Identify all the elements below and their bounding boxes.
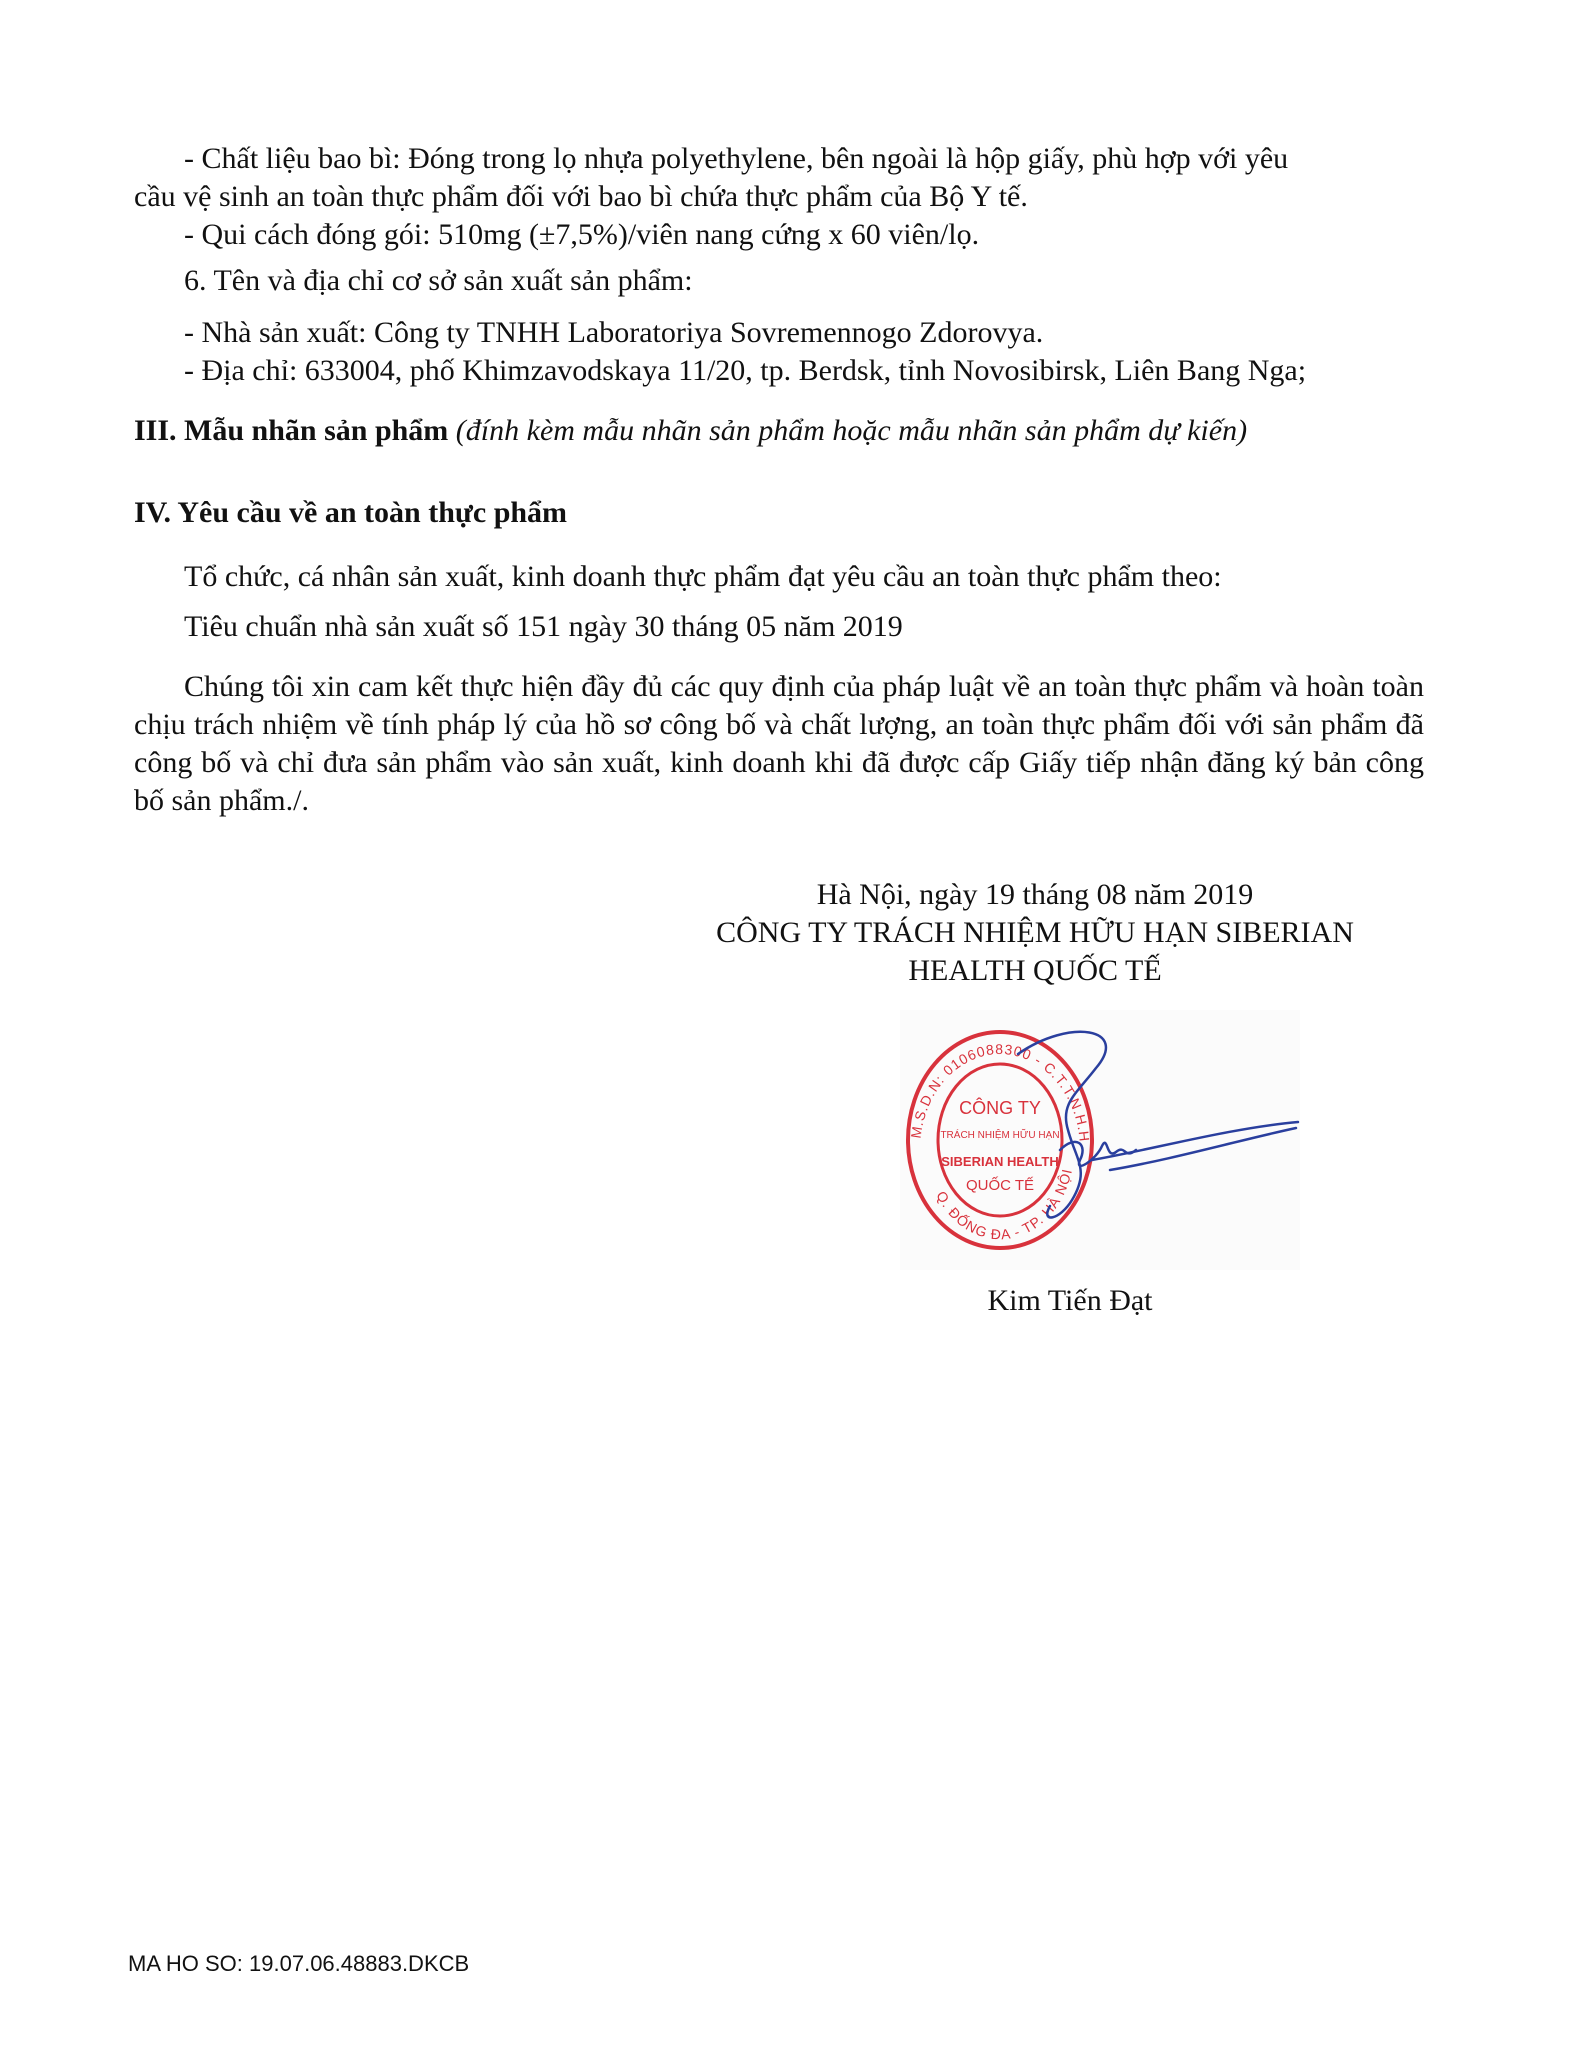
section-4-intro: Tổ chức, cá nhân sản xuất, kinh doanh thực phẩm đạt yêu cầu an toàn thực phẩm theo: — [184, 560, 1222, 593]
seal-center-line-2: TRÁCH NHIỆM HỮU HẠN — [940, 1130, 1060, 1141]
section-4-intro-block — [134, 558, 1424, 596]
packaging-spec: - Qui cách đóng gói: 510mg (±7,5%)/viên nang cứng x 60 viên/lọ. — [184, 218, 980, 251]
item-6-title: 6. Tên và địa chỉ cơ sở sản xuất sản phẩm: — [184, 264, 693, 297]
item-6 — [134, 262, 1424, 300]
packaging-material-line-2: cầu vệ sinh an toàn thực phẩm đối với bao bì chứa thực phẩm của Bộ Y tế. — [134, 180, 1028, 213]
section-3-note: (đính kèm mẫu nhãn sản phẩm hoặc mẫu nhãn sản phẩm dự kiến) — [455, 414, 1248, 447]
signature-header — [640, 876, 1430, 990]
commitment-paragraph: Chúng tôi xin cam kết thực hiện đầy đủ các quy định của pháp luật về an toàn thực phẩm và hoàn toàn chịu trách nhiệm về tính pháp lý của hồ sơ công bố và chất lượng, an toàn thực phẩm đối với sản phẩm đã công bố và chỉ đưa sản phẩm vào sản xuất, kinh doanh khi đã được cấp Giấy tiếp nhận đăng ký bản công bố sản phẩm./. — [134, 670, 1424, 817]
manufacturer-block — [134, 314, 1424, 390]
seal-graphic — [900, 1010, 1300, 1270]
company-seal-with-signature — [900, 1010, 1300, 1270]
signer-name: Kim Tiến Đạt — [987, 1284, 1153, 1317]
manufacturer-line: - Nhà sản xuất: Công ty TNHH Laboratoriya Sovremennogo Zdorovya. — [184, 316, 1044, 349]
seal-center-line-3: SIBERIAN HEALTH — [941, 1154, 1059, 1169]
section-3-heading — [134, 412, 1247, 450]
section-4-standard-block — [134, 608, 1424, 646]
seal-ring-bottom: Q. ĐỐNG ĐA - TP. HÀ NỘI — [933, 1166, 1076, 1243]
seal-ring-top: M.S.D.N: 0106088300 - C.T.T.N.H.H — [907, 1040, 1093, 1143]
seal-center-line-1: CÔNG TY — [959, 1098, 1041, 1118]
dossier-code: MA HO SO: 19.07.06.48883.DKCB — [128, 1951, 470, 1976]
section-4-heading — [134, 494, 567, 532]
company-name-line-2: HEALTH QUỐC TẾ — [908, 954, 1162, 987]
address-line: - Địa chỉ: 633004, phố Khimzavodskaya 11/20, tp. Berdsk, tỉnh Novosibirsk, Liên Bang Nga; — [184, 354, 1307, 387]
seal-center-line-4: QUỐC TẾ — [965, 1177, 1035, 1194]
packaging-material-line-1: - Chất liệu bao bì: Đóng trong lọ nhựa polyethylene, bên ngoài là hộp giấy, phù hợp với yêu — [184, 142, 1289, 175]
section-3-title: III. Mẫu nhãn sản phẩm — [134, 414, 449, 447]
place-date: Hà Nội, ngày 19 tháng 08 năm 2019 — [816, 878, 1254, 911]
section-2-continued — [134, 140, 1424, 254]
company-name-line-1: CÔNG TY TRÁCH NHIỆM HỮU HẠN SIBERIAN — [716, 916, 1354, 949]
section-4-standard: Tiêu chuẩn nhà sản xuất số 151 ngày 30 tháng 05 năm 2019 — [184, 610, 903, 643]
section-4-title: IV. Yêu cầu về an toàn thực phẩm — [134, 496, 568, 529]
signer-block — [900, 1282, 1240, 1320]
commitment-block — [134, 668, 1424, 820]
